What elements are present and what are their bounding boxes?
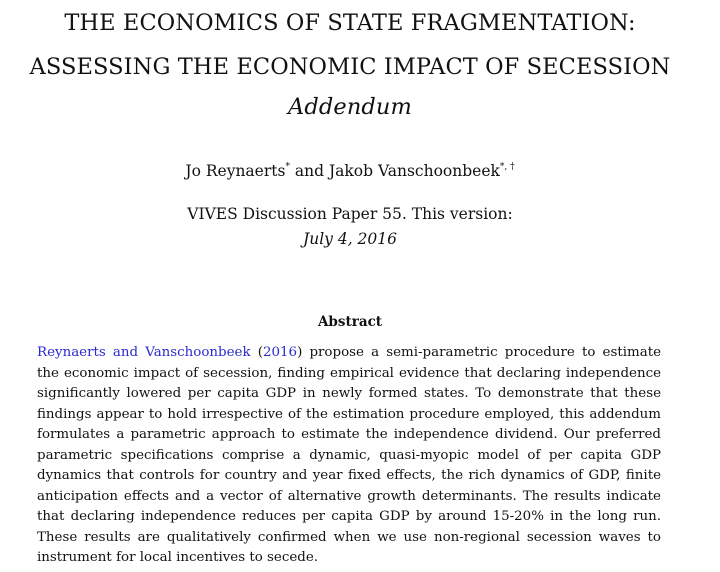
- author-2-mark: *, †: [499, 162, 515, 172]
- title-line-1: THE ECONOMICS OF STATE FRAGMENTATION:: [64, 10, 636, 36]
- citation-link[interactable]: Reynaerts and Vanschoonbeek: [37, 345, 251, 360]
- author-2: Jakob Vanschoonbeek: [328, 162, 500, 180]
- abstract-text: propose a semi-parametric procedure to estimate the economic impact of secession, finding empirical evidence that declaring independence significantly lowered per capita GDP in newly formed states. To demonstrate that these findings appear to hold irrespective of the estimation procedure employed, this addendum formulates a parametric approach to estimate the independence dividend. Our preferred parametric specifications comprise a dynamic, quasi-myopic model of per capita GDP dynamics that controls for country and year fixed effects, the rich dynamics of GDP, finite anticipation effects and a vector of alternative growth determinants. The results indicate that declaring independence reduces per capita GDP by around 15-20% in the long run. These results are qualitatively confirmed when we use non-regional secession waves to instrument for local incentives to secede.: [37, 345, 661, 565]
- abstract-heading: Abstract: [317, 314, 383, 330]
- author-1: Jo Reynaerts: [185, 162, 286, 180]
- paper-date: July 4, 2016: [303, 230, 397, 248]
- abstract-body: [37, 343, 661, 569]
- citation-year-close: ): [297, 345, 303, 360]
- paper-series: VIVES Discussion Paper 55. This version:: [187, 205, 513, 223]
- author-connector: and: [289, 162, 329, 180]
- title-line-2: ASSESSING THE ECONOMIC IMPACT OF SECESSION: [29, 54, 671, 80]
- authors: [0, 163, 700, 180]
- author-1-mark: *: [285, 162, 290, 172]
- subtitle: Addendum: [288, 94, 412, 120]
- citation-year-open: (: [250, 345, 263, 360]
- citation-year-link[interactable]: 2016: [262, 345, 298, 360]
